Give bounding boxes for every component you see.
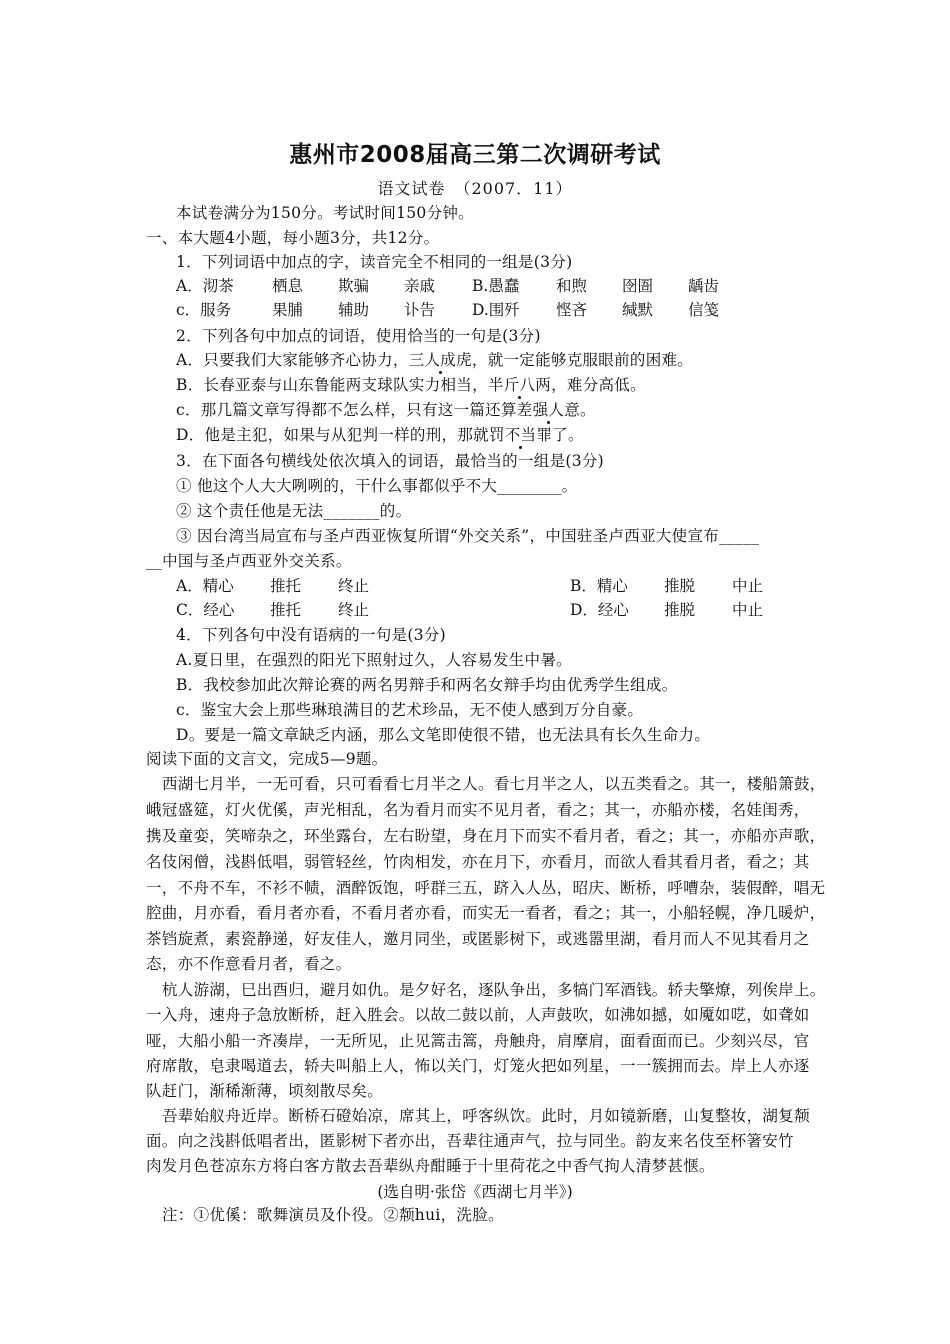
passage-source: (选自明·张岱《西湖七月半》) [377, 1183, 573, 1201]
q2-stem: 2．下列各句中加点的词语，使用恰当的一句是(3分) [176, 327, 541, 345]
passage-line: 名伎闲僧，浅斟低唱，弱管轻丝，竹肉相发，亦在月下，亦看月，而欲人看其看月者，看之；其 [146, 853, 810, 871]
q2-option-c [176, 400, 596, 420]
q4-option-c: c．鉴宝大会上那些琳琅满目的艺术珍品，无不使人感到万分自豪。 [176, 701, 644, 719]
q1-word: 龋齿 [688, 277, 720, 295]
q2-b-text: ，难分高低。 [551, 376, 646, 394]
q3-stem: 3．在下面各句横线处依次填入的词语，最恰当的一组是(3分) [176, 452, 605, 470]
q2-option-d [176, 425, 584, 445]
q1-word: 亲戚 [404, 277, 436, 295]
q2-option-b [176, 375, 646, 395]
passage-line: 吾辈始舣舟近岸。断桥石磴始凉，席其上，呼客纵饮。此时，月如镜新磨，山复整妆，湖复颒 [162, 1107, 810, 1125]
q1-word: 辅助 [338, 301, 370, 319]
q2-a-emphasis: 三人成虎 [408, 351, 472, 369]
section-heading: 一、本大题4小题，每小题3分，共12分。 [146, 229, 440, 247]
q3-option-b: B．精心 [570, 577, 628, 595]
q3-word: 推脱 [664, 577, 696, 595]
q3-word: 终止 [338, 577, 370, 595]
q1-option-a: A．沏茶 [176, 277, 234, 295]
q3-word: 终止 [338, 601, 370, 619]
q3-sentence-3-cont: __中国与圣卢西亚外交关系。 [146, 552, 352, 570]
passage-line: 峨冠盛筵，灯火优傒，声光相乱，名为看月而实不见月者，看之；其一，亦船亦楼，名娃闺秀， [146, 801, 810, 819]
q2-b-emphasis: 半斤八两 [487, 376, 552, 394]
reading-instruction: 阅读下面的文言文，完成5—9题。 [146, 750, 388, 768]
q3-sentence-3: ③ 因台湾当局宣布与圣卢西亚恢复所谓“外交关系”，中国驻圣卢西亚大使宣布_____ [176, 527, 760, 545]
q3-option-a: A．精心 [176, 577, 234, 595]
q1-option-b: B.愚蠢 [472, 277, 520, 295]
passage-note: 注：①优傒：歌舞演员及仆役。②颒hui，洗脸。 [162, 1206, 504, 1224]
passage-line: 腔曲，月亦看，看月者亦看，不看月者亦看，而实无一看者，看之；其一，小船轻幌，净几暖炉， [146, 904, 826, 922]
q1-option-d: D.围歼 [472, 301, 520, 319]
q2-d-text: D．他是主犯，如果与从犯判一样的刑，那就 [176, 426, 489, 444]
passage-line: 杭人游湖，巳出酉归，避月如仇。是夕好名，逐队争出，多犒门军酒钱。轿夫擎燎，列俟岸上。 [162, 981, 826, 999]
q3-word: 中止 [732, 601, 764, 619]
passage-line: 哑，大船小船一齐凑岸，一无所见，止见篙击篙，舟触舟，肩摩肩，面看面而已。少刻兴尽，官 [146, 1032, 810, 1050]
q2-a-text: ，就一定能够克服眼前的困难。 [471, 351, 694, 369]
q2-option-a [176, 350, 693, 370]
q1-word: 囹圄 [622, 277, 654, 295]
q2-d-emphasis: 罚不当罪 [488, 426, 553, 444]
q1-word: 悭吝 [556, 301, 588, 319]
passage-line: 一入舟，速舟子急放断桥，赶入胜会。以故二鼓以前，人声鼓吹，如沸如撼，如魇如呓，如聋如 [146, 1006, 810, 1024]
q2-c-emphasis: 差强人意 [516, 401, 580, 419]
passage-line: 队赶门，渐稀渐薄，顷刻散尽矣。 [146, 1082, 384, 1100]
passage-line: 携及童娈，笑啼杂之，环坐露台，左右盼望，身在月下而实不看月者，看之；其一，亦船亦声歌， [146, 827, 826, 845]
intro-text: 本试卷满分为150分。考试时间150分钟。 [176, 204, 474, 222]
q3-word: 推托 [270, 577, 302, 595]
passage-line: 一，不舟不车，不衫不帻，酒醉饭饱，呼群三五，跻入人丛，昭庆、断桥，呼嘈杂，装假醉，唱无 [146, 879, 826, 897]
q1-word: 和煦 [556, 277, 588, 295]
q3-word: 推脱 [664, 601, 696, 619]
q3-word: 推托 [270, 601, 302, 619]
q3-sentence-1: ① 他这个人大大咧咧的，干什么事都似乎不大________。 [176, 477, 578, 495]
passage-line: 茶铛旋煮，素瓷静递，好友佳人，邀月同坐，或匿影树下，或逃嚣里湖，看月而人不见其看月之 [146, 930, 810, 948]
q2-d-text: 了。 [552, 426, 584, 444]
q1-word: 果脯 [272, 301, 304, 319]
q3-option-d: D．经心 [570, 601, 629, 619]
q4-stem: 4．下列各句中没有语病的一句是(3分) [176, 626, 447, 644]
q1-word: 信笺 [688, 301, 720, 319]
exam-title: 惠州市2008届高三第二次调研考试 [289, 142, 661, 168]
q4-option-b: B．我校参加此次辩论赛的两名男辩手和两名女辩手均由优秀学生组成。 [176, 676, 678, 694]
q1-word: 栖息 [272, 277, 304, 295]
passage-line: 面。向之浅斟低唱者出，匿影树下者亦出，吾辈往通声气，拉与同坐。韵友来名伎至杯箸安竹 [146, 1132, 794, 1150]
q1-word: 欺骗 [338, 277, 370, 295]
q2-b-text: B．长春亚泰与山东鲁能两支球队实力相当， [176, 376, 488, 394]
passage-line: 肉发月色苍凉东方将白客方散去吾辈纵舟酣睡于十里荷花之中香气拘人清梦甚惬。 [146, 1157, 715, 1175]
q1-option-c: c．服务 [176, 301, 232, 319]
q1-stem: 1．下列词语中加点的字，读音完全不相同的一组是(3分) [176, 253, 573, 271]
q3-sentence-2: ② 这个责任他是无法_______的。 [176, 502, 412, 520]
q3-option-c: C．经心 [176, 601, 235, 619]
q4-option-a: A.夏日里，在强烈的阳光下照射过久，人容易发生中暑。 [176, 651, 572, 669]
q1-word: 讣告 [404, 301, 436, 319]
passage-line: 西湖七月半，一无可看，只可看看七月半之人。看七月半之人，以五类看之。其一，楼船箫鼓， [162, 775, 826, 793]
q1-word: 缄默 [622, 301, 654, 319]
q2-c-text: 。 [580, 401, 596, 419]
passage-line: 府席散，皂隶喝道去，轿夫叫船上人，怖以关门，灯笼火把如列星，一一簇拥而去。岸上人亦逐 [146, 1057, 810, 1075]
q3-word: 中止 [732, 577, 764, 595]
q2-c-text: c．那几篇文章写得都不怎么样，只有这一篇还算 [176, 401, 517, 419]
q4-option-d: D。要是一篇文章缺乏内涵，那么文笔即使很不错，也无法具有长久生命力。 [176, 726, 711, 744]
q2-a-text: A．只要我们大家能够齐心协力， [176, 351, 409, 369]
passage-line: 态，亦不作意看月者，看之。 [146, 955, 352, 973]
exam-subtitle: 语文试卷 （2007．11） [377, 179, 573, 198]
